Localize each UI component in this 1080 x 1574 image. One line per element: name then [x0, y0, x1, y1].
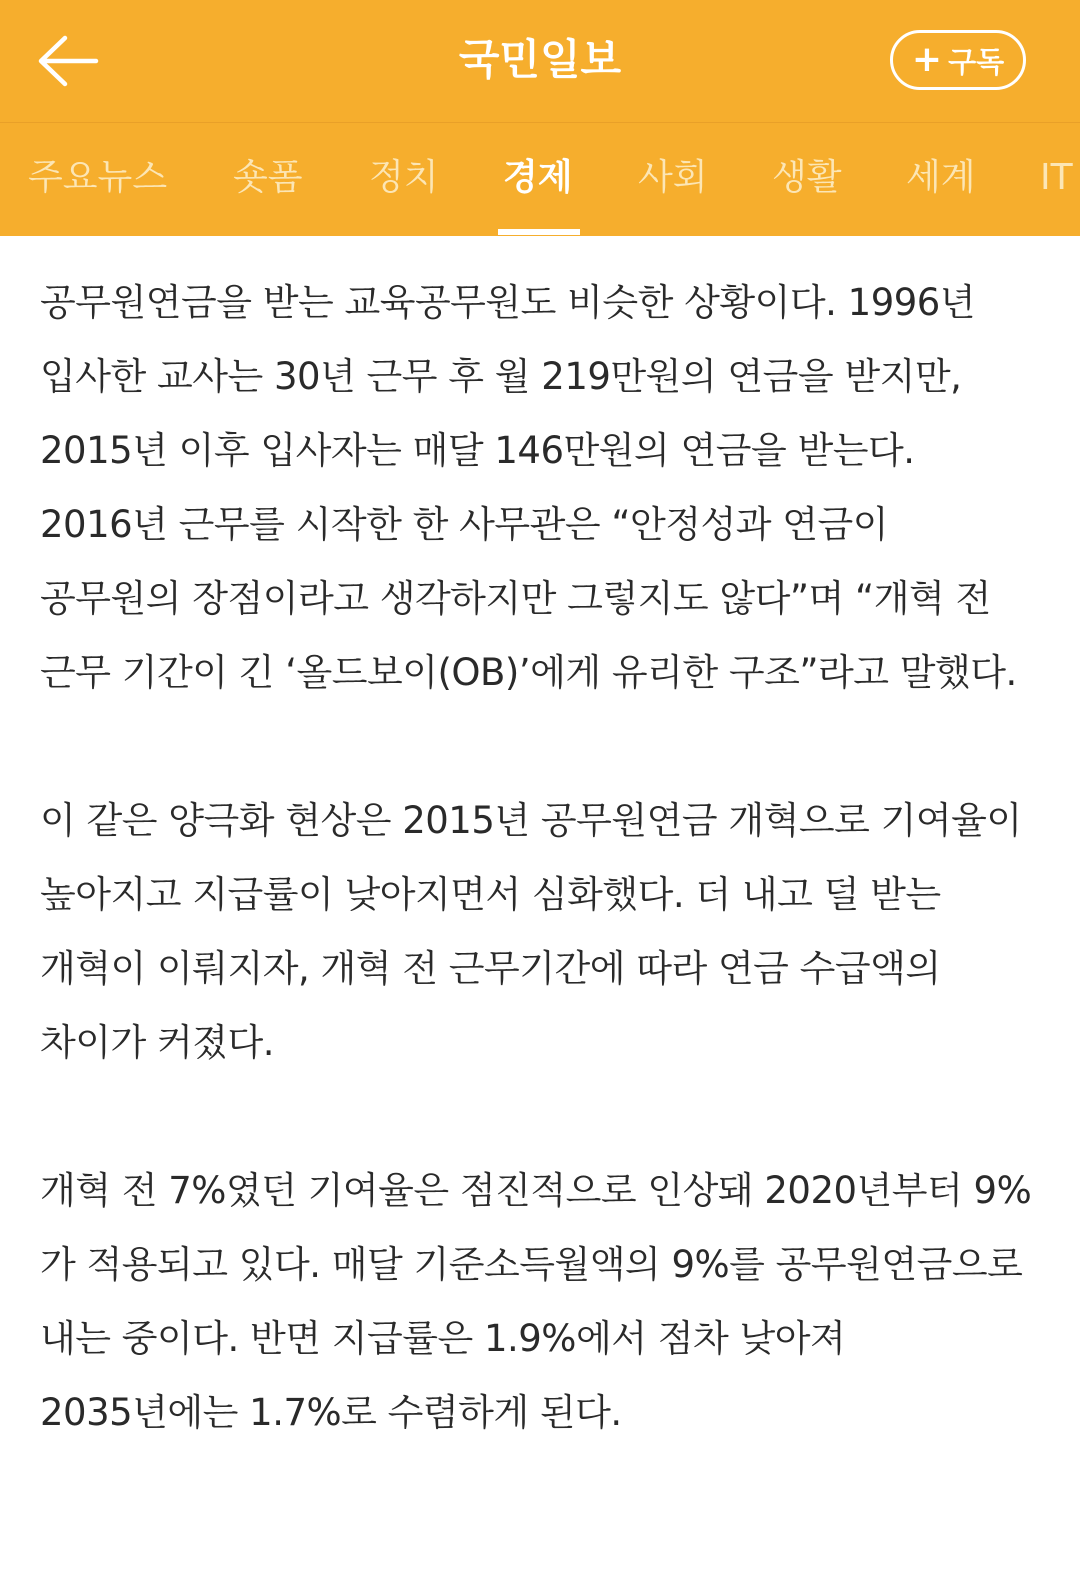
tab-living[interactable]: 생활 [772, 157, 842, 198]
plus-icon: + [911, 39, 943, 80]
article-body [0, 236, 1080, 1574]
top-app-bar [0, 0, 1080, 122]
tab-politics[interactable]: 정치 [369, 157, 439, 198]
tab-society[interactable]: 사회 [638, 157, 708, 198]
active-tab-indicator [498, 229, 580, 235]
tab-shortform[interactable]: 숏폼 [233, 157, 303, 198]
tab-it[interactable]: IT [1040, 157, 1073, 198]
tab-main-news[interactable]: 주요뉴스 [28, 157, 168, 198]
subscribe-button[interactable] [890, 30, 1026, 90]
arrow-left-icon [37, 35, 99, 87]
article-paragraph: 이 같은 양극화 현상은 2015년 공무원연금 개혁으로 기여율이 높아지고 지급률이 낮아지면서 심화했다. 더 내고 덜 받는 개혁이 이뤄지자, 개혁 전 근무기간에 따라 연금 수급액의 차이가 커졌다. [40, 799, 1022, 1064]
back-button[interactable] [28, 26, 108, 96]
tab-economy[interactable]: 경제 [503, 157, 573, 198]
article-paragraph: 개혁 전 7%였던 기여율은 점진적으로 인상돼 2020년부터 9%가 적용되고 있다. 매달 기준소득월액의 9%를 공무원연금으로 내는 중이다. 반면 지급률은 1.9%에서 점차 낮아져 2035년에는 1.7%로 수렴하게 된다. [40, 1169, 1032, 1434]
category-tabs [0, 123, 1080, 236]
tab-world[interactable]: 세계 [906, 157, 976, 198]
subscribe-label: 구독 [948, 44, 1005, 79]
page-title: 국민일보 [458, 35, 622, 84]
article-paragraph: 공무원연금을 받는 교육공무원도 비슷한 상황이다. 1996년 입사한 교사는 30년 근무 후 월 219만원의 연금을 받지만, 2015년 이후 입사자는 매달 146만원의 연금을 받는다. 2016년 근무를 시작한 한 사무관은 “안정성과 연금이 공무원의 장점이라고 생각하지만 그렇지도 않다”며 “개혁 전 근무 기간이 긴 ‘올드보이(OB)’에게 유리한 구조”라고 말했다. [40, 281, 1017, 694]
